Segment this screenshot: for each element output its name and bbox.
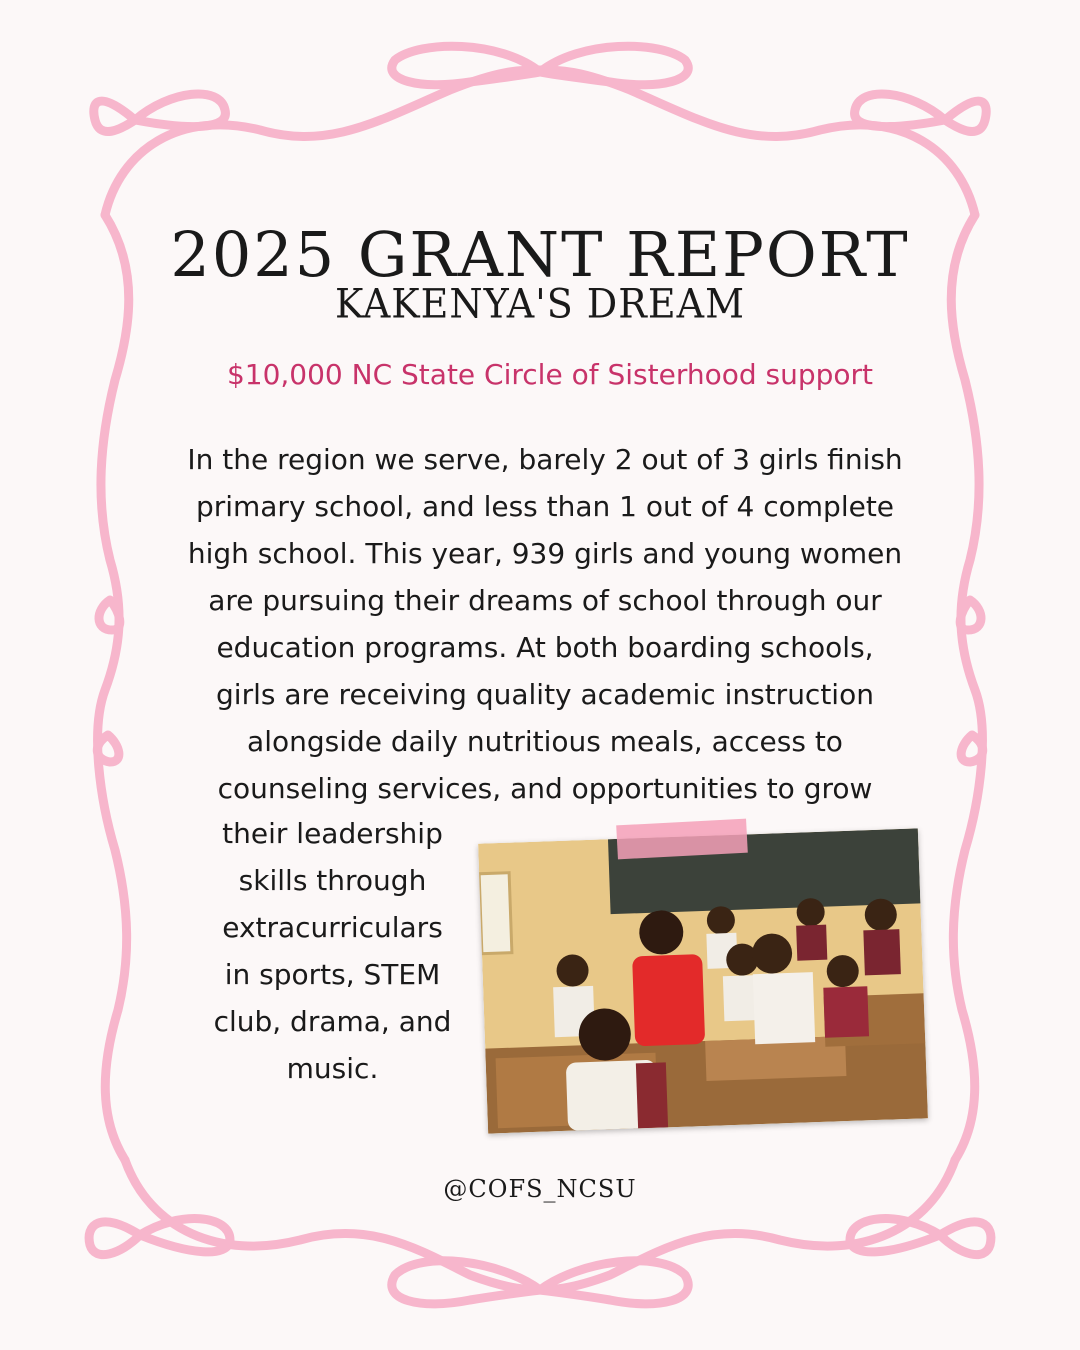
side-line: music.	[286, 1052, 379, 1085]
body-line: In the region we serve, barely 2 out of 3 girls finish	[187, 443, 903, 476]
body-line: are pursuing their dreams of school through our	[208, 584, 882, 617]
body-line: primary school, and less than 1 out of 4 complete	[195, 490, 895, 523]
body-line: counseling services, and opportunities to grow	[217, 772, 873, 805]
body-line: alongside daily nutritious meals, access to	[247, 725, 843, 758]
side-line: extracurriculars	[222, 911, 443, 944]
page-title: 2025 GRANT REPORT	[170, 218, 910, 291]
body-line: high school. This year, 939 girls and young women	[187, 537, 903, 570]
classroom-photo	[478, 828, 928, 1133]
side-line: club, drama, and	[213, 1005, 452, 1038]
page-subtitle: KAKENYA'S DREAM	[335, 280, 745, 328]
side-line: their leadership	[222, 817, 443, 850]
body-line: education programs. At both boarding schools,	[216, 631, 874, 664]
photo-tape	[616, 819, 748, 860]
side-line: in sports, STEM	[224, 958, 441, 991]
side-paragraph	[200, 810, 465, 1092]
body-line: girls are receiving quality academic instruction	[216, 678, 874, 711]
support-amount-text: $10,000 NC State Circle of Sisterhood support	[226, 358, 874, 391]
side-line: skills through	[238, 864, 427, 897]
social-handle: @COFS_NCSU	[443, 1175, 637, 1203]
body-paragraph	[170, 436, 920, 812]
